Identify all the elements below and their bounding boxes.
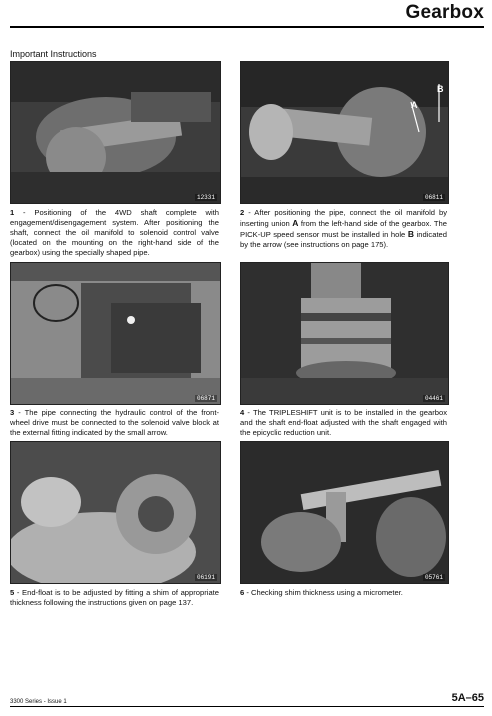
caption-2: [240, 208, 447, 250]
header-rule: [10, 26, 484, 28]
photo-2-image: [241, 62, 448, 203]
caption-1-text: - Positioning of the 4WD shaft complete with engagement/disengagement system. After positioning the shaft, connect the oil manifold to solenoid control valve (located on the mounting on the right-hand side of the gearbox) using the specially shaped pipe.: [10, 208, 219, 257]
caption-2-text-after: indicated by the arrow (see instructions on page 175).: [240, 230, 447, 249]
photo-3: [10, 262, 221, 405]
caption-1: [10, 208, 219, 258]
caption-4-number: 4: [240, 408, 245, 417]
photo-6-code: 05761: [424, 574, 443, 581]
caption-6: [240, 588, 447, 598]
caption-2-number: 2: [240, 208, 245, 217]
photo-1-image: [11, 62, 220, 203]
photo-6: [240, 441, 449, 584]
photo-5: [10, 441, 221, 584]
caption-3-number: 3: [10, 408, 15, 417]
photo-3-code: 06871: [196, 395, 215, 402]
caption-6-number: 6: [240, 588, 245, 597]
caption-6-text: - Checking shim thickness using a micrometer.: [244, 588, 403, 597]
photo-2-code: 06811: [424, 194, 443, 201]
caption-2-letter-a: A: [292, 218, 299, 228]
page-number: 5A–65: [451, 692, 484, 704]
photo-4-image: [241, 263, 448, 404]
caption-2-text-mid: from the left-hand side of the gearbox. The PICK-UP speed sensor must be installed in hole: [240, 219, 447, 239]
photo-1: [10, 61, 221, 204]
caption-3-text: - The pipe connecting the hydraulic control of the front-wheel drive must be connected to the solenoid valve block at the external fitting indicated by the small arrow.: [10, 408, 219, 437]
photo-2: [240, 61, 449, 204]
photo-1-code: 12331: [196, 194, 215, 201]
caption-1-number: 1: [10, 208, 15, 217]
footer-series: 3300 Series - Issue 1: [10, 699, 67, 705]
section-title: Important Instructions: [10, 49, 97, 59]
caption-4-text: - The TRIPLESHIFT unit is to be installed in the gearbox and the shaft end-float adjusted with the shaft engaged with the epicyclic reduction unit.: [240, 408, 447, 437]
caption-2-text: - After positioning the pipe, connect the oil manifold by inserting union: [240, 208, 447, 228]
photo-4: [240, 262, 449, 405]
caption-5-number: 5: [10, 588, 15, 597]
caption-5-text: - End-float is to be adjusted by fitting a shim of appropriate thickness following the instructions given on page 137.: [10, 588, 219, 607]
photo-2-label-b: B: [437, 84, 444, 94]
photo-3-image: [11, 263, 220, 404]
footer-rule: [10, 706, 484, 707]
caption-3: [10, 408, 219, 438]
page-title: Gearbox: [405, 2, 484, 23]
caption-5: [10, 588, 219, 608]
photo-2-label-a: A: [411, 100, 418, 110]
photo-4-code: 04461: [424, 395, 443, 402]
photo-6-image: [241, 442, 448, 583]
caption-2-letter-b: B: [407, 229, 415, 239]
caption-4: [240, 408, 447, 438]
photo-5-image: [11, 442, 220, 583]
photo-5-code: 06191: [196, 574, 215, 581]
